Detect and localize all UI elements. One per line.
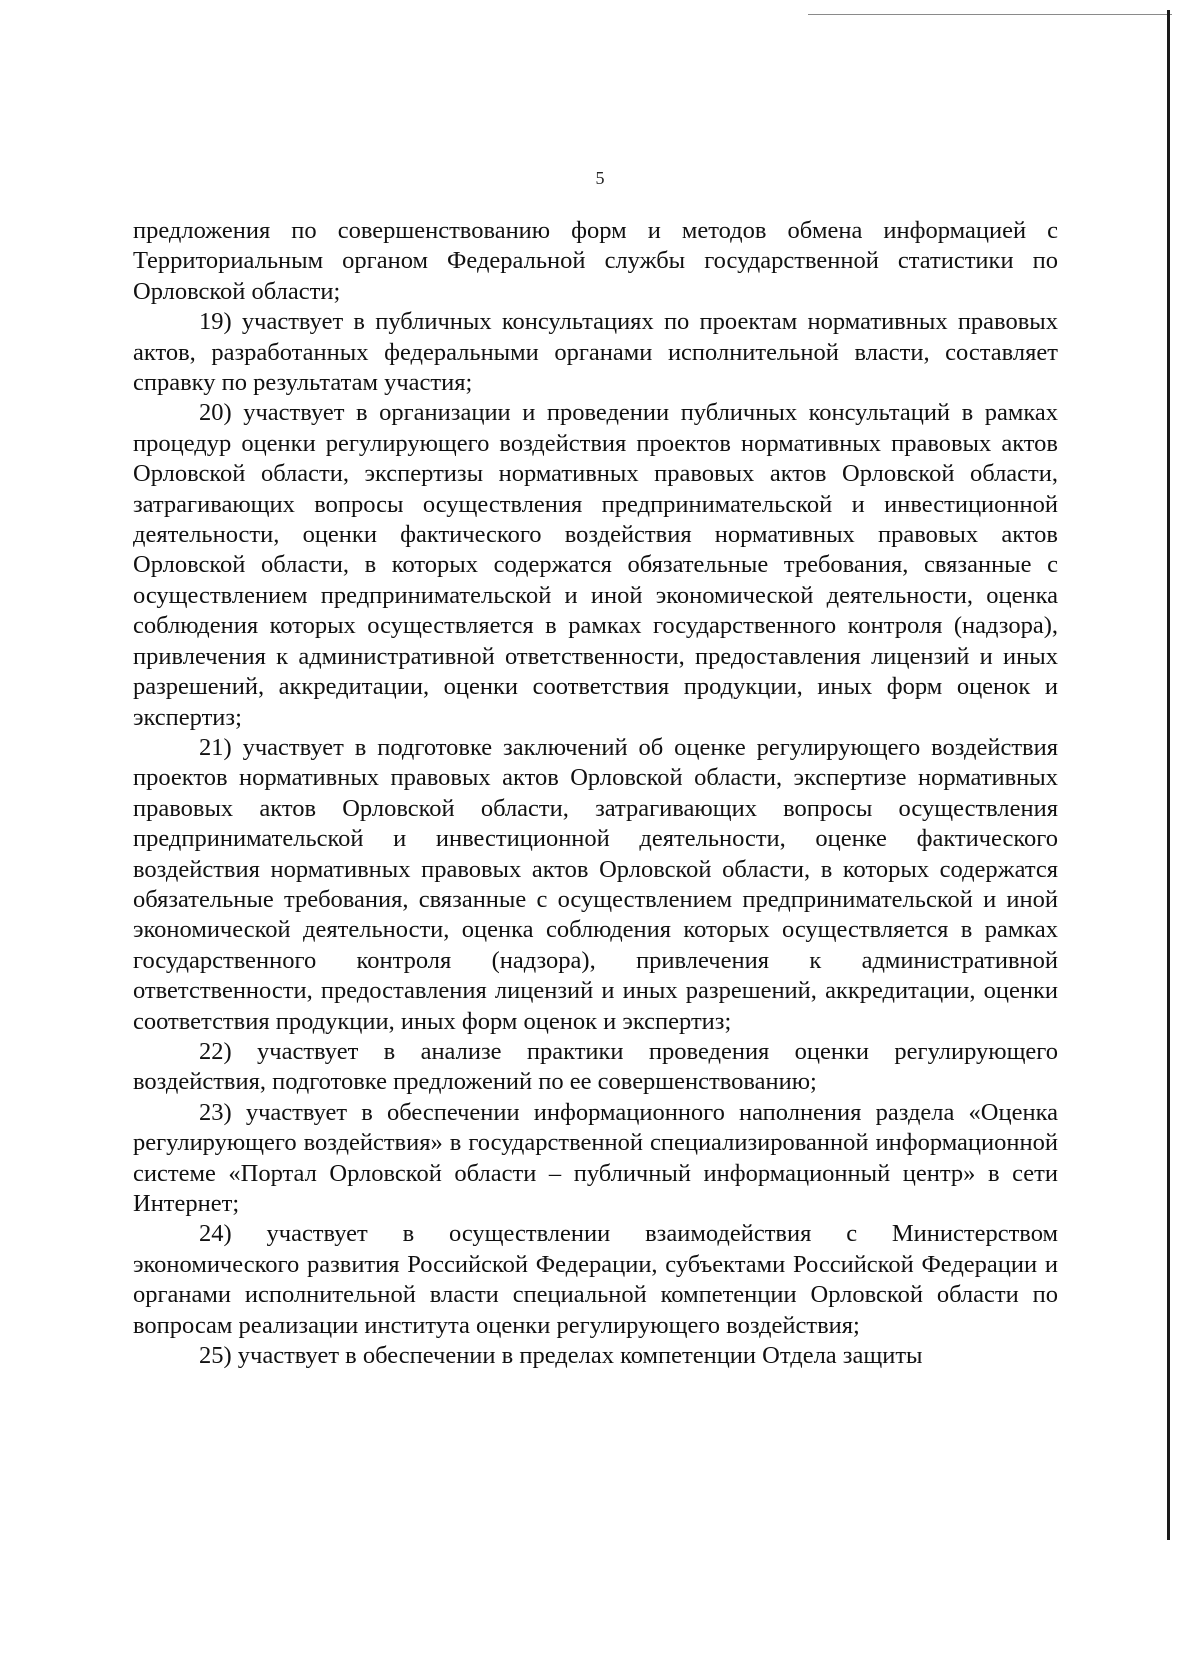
paragraph-item-20: 20) участвует в организации и проведении публичных консультаций в рамках процедур оценки регулирующего воздействия проектов нормативных правовых актов Орловской области, экспертизы нормативных правовых актов Орловской области, затрагивающих вопросы осуществления предпринимательской и инвестиционной деятельности, оценки фактического воздействия нормативных правовых актов Орловской области, в которых содержатся обязательные требования, связанные с осуществлением предпринимательской и иной экономической деятельности, оценка соблюдения которых осуществляется в рамках государственного контроля (надзора), привлечения к административной ответственности, предоставления лицензий и иных разрешений, аккредитации, оценки соответствия продукции, иных форм оценок и экспертиз; [133, 399, 1058, 731]
paragraph-item-23: 23) участвует в обеспечении информационного наполнения раздела «Оценка регулирующего воздействия» в государственной специализированной информационной системе «Портал Орловской области – публичный информационный центр» в сети Интернет; [133, 1098, 1058, 1217]
document-body [133, 216, 1058, 1371]
paragraph-item-25: 25) участвует в обеспечении в пределах компетенции Отдела защиты [199, 1342, 923, 1370]
paragraph-item-22: 22) участвует в анализе практики проведения оценки регулирующего воздействия, подготовке предложений по ее совершенствованию; [133, 1037, 1058, 1096]
scan-edge-right [1167, 10, 1170, 1540]
paragraph-item-21: 21) участвует в подготовке заключений об оценке регулирующего воздействия проектов нормативных правовых актов Орловской области, экспертизе нормативных правовых актов Орловской области, затрагивающих вопросы осуществления предпринимательской и инвестиционной деятельности, оценке фактического воздействия нормативных правовых актов Орловской области, в которых содержатся обязательные требования, связанные с осуществлением предпринимательской и иной экономической деятельности, оценка соблюдения которых осуществляется в рамках государственного контроля (надзора), привлечения к административной ответственности, предоставления лицензий и иных разрешений, аккредитации, оценки соответствия продукции, иных форм оценок и экспертиз; [133, 733, 1058, 1035]
paragraph-item-19: 19) участвует в публичных консультациях по проектам нормативных правовых актов, разработанных федеральными органами исполнительной власти, составляет справку по результатам участия; [133, 308, 1058, 397]
scan-edge-top [808, 14, 1172, 15]
paragraph-item-24: 24) участвует в осуществлении взаимодействия с Министерством экономического развития Российской Федерации, субъектами Российской Федерации и органами исполнительной власти специальной компетенции Орловской области по вопросам реализации института оценки регулирующего воздействия; [133, 1220, 1058, 1339]
paragraph-continuation: предложения по совершенствованию форм и методов обмена информацией с Территориальным органом Федеральной службы государственной статистики по Орловской области; [133, 217, 1058, 305]
page-number: 5 [595, 168, 605, 188]
